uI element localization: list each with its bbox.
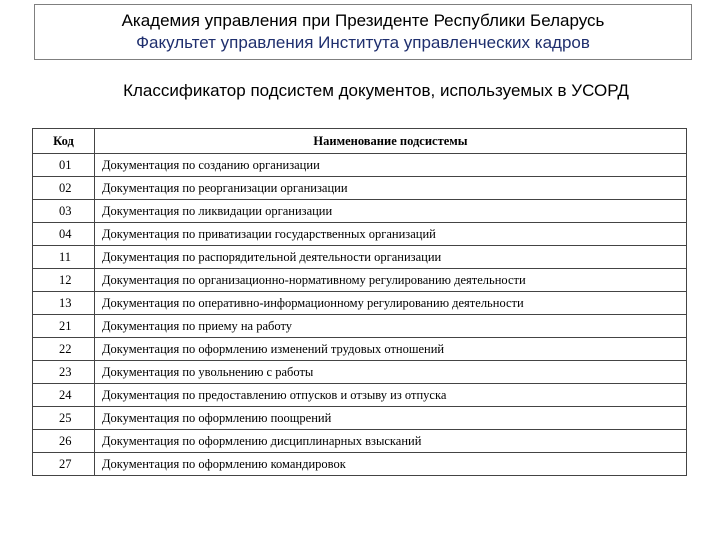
table-header-row [33, 129, 687, 154]
row-name: Документация по оперативно-информационному регулированию деятельности [95, 292, 687, 315]
row-name: Документация по распорядительной деятельности организации [95, 246, 687, 269]
row-name: Документация по оформлению поощрений [95, 407, 687, 430]
row-name: Документация по приему на работу [95, 315, 687, 338]
row-code: 21 [33, 315, 95, 338]
row-name: Документация по оформлению изменений трудовых отношений [95, 338, 687, 361]
row-code: 03 [33, 200, 95, 223]
table-row [33, 384, 687, 407]
header-box [34, 4, 692, 60]
row-code: 23 [33, 361, 95, 384]
row-name: Документация по оформлению дисциплинарных взысканий [95, 430, 687, 453]
row-name: Документация по организационно-нормативному регулированию деятельности [95, 269, 687, 292]
row-code: 24 [33, 384, 95, 407]
row-name: Документация по оформлению командировок [95, 453, 687, 476]
row-code: 25 [33, 407, 95, 430]
table-row [33, 223, 687, 246]
row-code: 27 [33, 453, 95, 476]
row-code: 22 [33, 338, 95, 361]
row-code: 12 [33, 269, 95, 292]
table-row [33, 430, 687, 453]
row-code: 01 [33, 154, 95, 177]
row-name: Документация по предоставлению отпусков и отзыву из отпуска [95, 384, 687, 407]
row-name: Документация по реорганизации организации [95, 177, 687, 200]
row-name: Документация по созданию организации [95, 154, 687, 177]
table-row [33, 269, 687, 292]
table-row [33, 292, 687, 315]
row-code: 26 [33, 430, 95, 453]
row-code: 04 [33, 223, 95, 246]
table-row [33, 177, 687, 200]
classifier-table [32, 128, 687, 476]
column-header-code: Код [33, 129, 95, 154]
row-name: Документация по ликвидации организации [95, 200, 687, 223]
table-row [33, 407, 687, 430]
faculty-name: Факультет управления Института управленческих кадров [136, 33, 590, 52]
table-row [33, 154, 687, 177]
table-row [33, 338, 687, 361]
row-code: 13 [33, 292, 95, 315]
row-name: Документация по приватизации государственных организаций [95, 223, 687, 246]
row-code: 11 [33, 246, 95, 269]
table-row [33, 315, 687, 338]
table-row [33, 246, 687, 269]
academy-name: Академия управления при Президенте Республики Беларусь [121, 11, 605, 30]
table-row [33, 361, 687, 384]
table-row [33, 200, 687, 223]
page-title: Классификатор подсистем документов, используемых в УСОРД [123, 81, 629, 100]
table-row [33, 453, 687, 476]
column-header-name: Наименование подсистемы [95, 129, 687, 154]
row-code: 02 [33, 177, 95, 200]
row-name: Документация по увольнению с работы [95, 361, 687, 384]
